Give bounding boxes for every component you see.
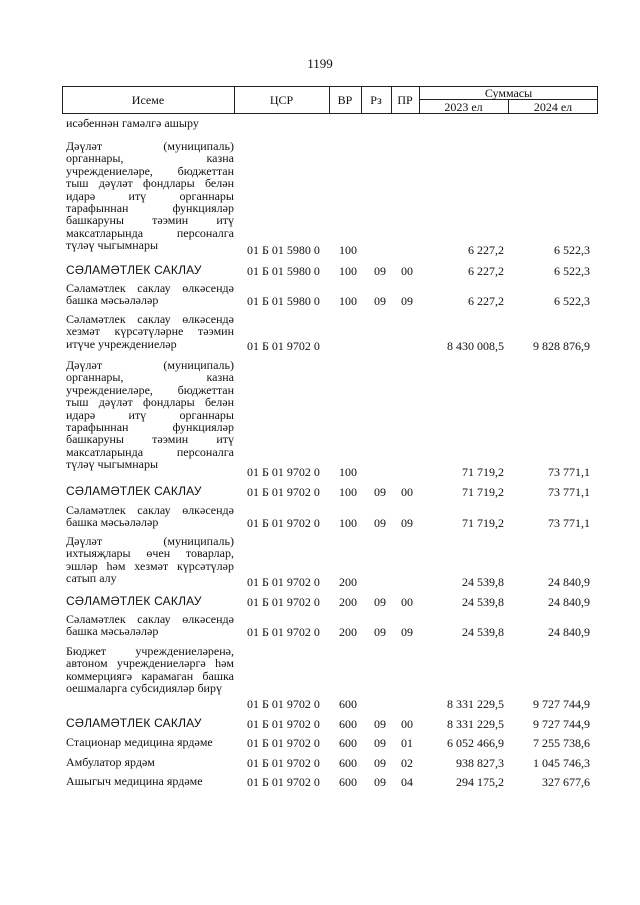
row-name: СӘЛАМӘТЛЕК САКЛАУ bbox=[66, 716, 202, 730]
row-vr: 100 bbox=[339, 243, 357, 257]
row-rz: 09 bbox=[374, 516, 386, 530]
header-rz: Рз bbox=[370, 93, 382, 107]
row-csr: 01 Б 01 9702 0 bbox=[247, 775, 320, 789]
row-sum-2023: 938 827,3 bbox=[456, 756, 504, 770]
row-vr: 600 bbox=[339, 775, 357, 789]
row-sum-2023: 24 539,8 bbox=[462, 595, 504, 609]
row-csr: 01 Б 01 5980 0 bbox=[247, 294, 320, 308]
row-vr: 200 bbox=[339, 575, 357, 589]
row-name: Сәламәтлек саклау өлкәсендә хезмәт күрсәтүләрне тәэмин итүче учреждениеләр bbox=[66, 312, 234, 351]
row-sum-2024: 9 828 876,9 bbox=[533, 339, 590, 353]
row-name: СӘЛАМӘТЛЕК САКЛАУ bbox=[66, 594, 202, 608]
header-year-2023: 2023 ел bbox=[444, 100, 483, 114]
row-name: Дәүләт (муниципаль) органнары, казна учреждениеләре, бюджеттан тыш дәүләт фондлары белән идарә итү органнары тарафыннан функцияләр башкаруны тәэмин итү максатларында персоналга түләү чыгымнары bbox=[66, 139, 234, 253]
header-pr: ПР bbox=[397, 93, 413, 107]
row-rz: 09 bbox=[374, 294, 386, 308]
row-pr: 01 bbox=[401, 736, 413, 750]
row-pr: 00 bbox=[401, 717, 413, 731]
header-csr: ЦСР bbox=[269, 93, 294, 107]
table-header bbox=[62, 86, 598, 114]
row-sum-2024: 24 840,9 bbox=[548, 625, 590, 639]
row-sum-2024: 7 255 738,6 bbox=[533, 736, 590, 750]
row-sum-2024: 24 840,9 bbox=[548, 595, 590, 609]
row-sum-2024: 9 727 744,9 bbox=[533, 697, 590, 711]
row-sum-2024: 73 771,1 bbox=[548, 465, 590, 479]
row-sum-2023: 8 331 229,5 bbox=[447, 717, 504, 731]
row-vr: 600 bbox=[339, 736, 357, 750]
row-name: Бюджет учреждениеләренә, автоном учреждениеләргә һәм коммерциягә карамаган башка оешмаларга субсидияләр бирү bbox=[66, 644, 234, 696]
row-csr: 01 Б 01 9702 0 bbox=[247, 516, 320, 530]
row-sum-2023: 71 719,2 bbox=[462, 465, 504, 479]
row-vr: 100 bbox=[339, 465, 357, 479]
row-vr: 100 bbox=[339, 485, 357, 499]
row-sum-2023: 24 539,8 bbox=[462, 625, 504, 639]
row-csr: 01 Б 01 9702 0 bbox=[247, 465, 320, 479]
row-pr: 00 bbox=[401, 595, 413, 609]
row-name: Дәүләт (муниципаль) ихтыяҗлары өчен товарлар, эшләр һәм хезмәт күрсәтүләр сатып алу bbox=[66, 534, 234, 586]
row-sum-2024: 9 727 744,9 bbox=[533, 717, 590, 731]
row-csr: 01 Б 01 9702 0 bbox=[247, 717, 320, 731]
row-rz: 09 bbox=[374, 625, 386, 639]
row-sum-2024: 73 771,1 bbox=[548, 485, 590, 499]
row-sum-2023: 8 430 008,5 bbox=[447, 339, 504, 353]
row-csr: 01 Б 01 9702 0 bbox=[247, 575, 320, 589]
row-csr: 01 Б 01 5980 0 bbox=[247, 243, 320, 257]
row-sum-2023: 6 227,2 bbox=[468, 243, 504, 257]
row-pr: 00 bbox=[401, 485, 413, 499]
row-rz: 09 bbox=[374, 595, 386, 609]
row-sum-2023: 6 052 466,9 bbox=[447, 736, 504, 750]
row-csr: 01 Б 01 9702 0 bbox=[247, 625, 320, 639]
row-sum-2024: 73 771,1 bbox=[548, 516, 590, 530]
row-sum-2024: 6 522,3 bbox=[554, 294, 590, 308]
header-name: Исеме bbox=[131, 93, 165, 107]
row-sum-2023: 294 175,2 bbox=[456, 775, 504, 789]
row-vr: 600 bbox=[339, 756, 357, 770]
row-vr: 100 bbox=[339, 294, 357, 308]
row-rz: 09 bbox=[374, 736, 386, 750]
row-csr: 01 Б 01 9702 0 bbox=[247, 485, 320, 499]
page-number: 1199 bbox=[307, 56, 333, 71]
row-vr: 100 bbox=[339, 516, 357, 530]
row-name: Сәламәтлек саклау өлкәсендә башка мәсьәләләр bbox=[66, 281, 234, 308]
row-csr: 01 Б 01 9702 0 bbox=[247, 697, 320, 711]
row-sum-2024: 327 677,6 bbox=[542, 775, 590, 789]
row-csr: 01 Б 01 9702 0 bbox=[247, 339, 320, 353]
row-pr: 09 bbox=[401, 625, 413, 639]
row-pr: 09 bbox=[401, 294, 413, 308]
row-rz: 09 bbox=[374, 775, 386, 789]
header-sums: Суммасы bbox=[484, 86, 533, 100]
row-name: Сәламәтлек саклау өлкәсендә башка мәсьәләләр bbox=[66, 612, 234, 639]
row-name: Сәламәтлек саклау өлкәсендә башка мәсьәләләр bbox=[66, 503, 234, 530]
row-vr: 100 bbox=[339, 264, 357, 278]
row-csr: 01 Б 01 9702 0 bbox=[247, 595, 320, 609]
row-name: Дәүләт (муниципаль) органнары, казна учреждениеләре, бюджеттан тыш дәүләт фондлары белән идарә итү органнары тарафыннан функцияләр башкаруны тәэмин итү максатларында персоналга түләү чыгымнары bbox=[66, 358, 234, 472]
row-csr: 01 Б 01 9702 0 bbox=[247, 736, 320, 750]
row-pr: 04 bbox=[401, 775, 413, 789]
row-sum-2024: 6 522,3 bbox=[554, 264, 590, 278]
row-sum-2023: 71 719,2 bbox=[462, 485, 504, 499]
row-name: СӘЛАМӘТЛЕК САКЛАУ bbox=[66, 263, 202, 277]
row-sum-2023: 71 719,2 bbox=[462, 516, 504, 530]
row-sum-2024: 6 522,3 bbox=[554, 243, 590, 257]
row-name: Амбулатор ярдәм bbox=[66, 755, 155, 769]
row-vr: 600 bbox=[339, 697, 357, 711]
row-sum-2023: 6 227,2 bbox=[468, 264, 504, 278]
row-name: Стационар медицина ярдәме bbox=[66, 735, 213, 749]
continuation-text: исәбеннән гамәлгә ашыру bbox=[66, 116, 199, 130]
row-pr: 00 bbox=[401, 264, 413, 278]
header-vr: ВР bbox=[337, 93, 353, 107]
row-vr: 200 bbox=[339, 625, 357, 639]
row-name: Ашыгыч медицина ярдәме bbox=[66, 774, 203, 788]
row-sum-2024: 24 840,9 bbox=[548, 575, 590, 589]
row-rz: 09 bbox=[374, 264, 386, 278]
row-csr: 01 Б 01 5980 0 bbox=[247, 264, 320, 278]
row-csr: 01 Б 01 9702 0 bbox=[247, 756, 320, 770]
row-sum-2023: 6 227,2 bbox=[468, 294, 504, 308]
row-rz: 09 bbox=[374, 756, 386, 770]
row-pr: 02 bbox=[401, 756, 413, 770]
row-rz: 09 bbox=[374, 485, 386, 499]
row-vr: 200 bbox=[339, 595, 357, 609]
row-sum-2023: 8 331 229,5 bbox=[447, 697, 504, 711]
row-rz: 09 bbox=[374, 717, 386, 731]
row-pr: 09 bbox=[401, 516, 413, 530]
header-year-2024: 2024 ел bbox=[533, 100, 573, 114]
row-name: СӘЛАМӘТЛЕК САКЛАУ bbox=[66, 484, 202, 498]
row-vr: 600 bbox=[339, 717, 357, 731]
row-sum-2024: 1 045 746,3 bbox=[533, 756, 590, 770]
row-sum-2023: 24 539,8 bbox=[462, 575, 504, 589]
